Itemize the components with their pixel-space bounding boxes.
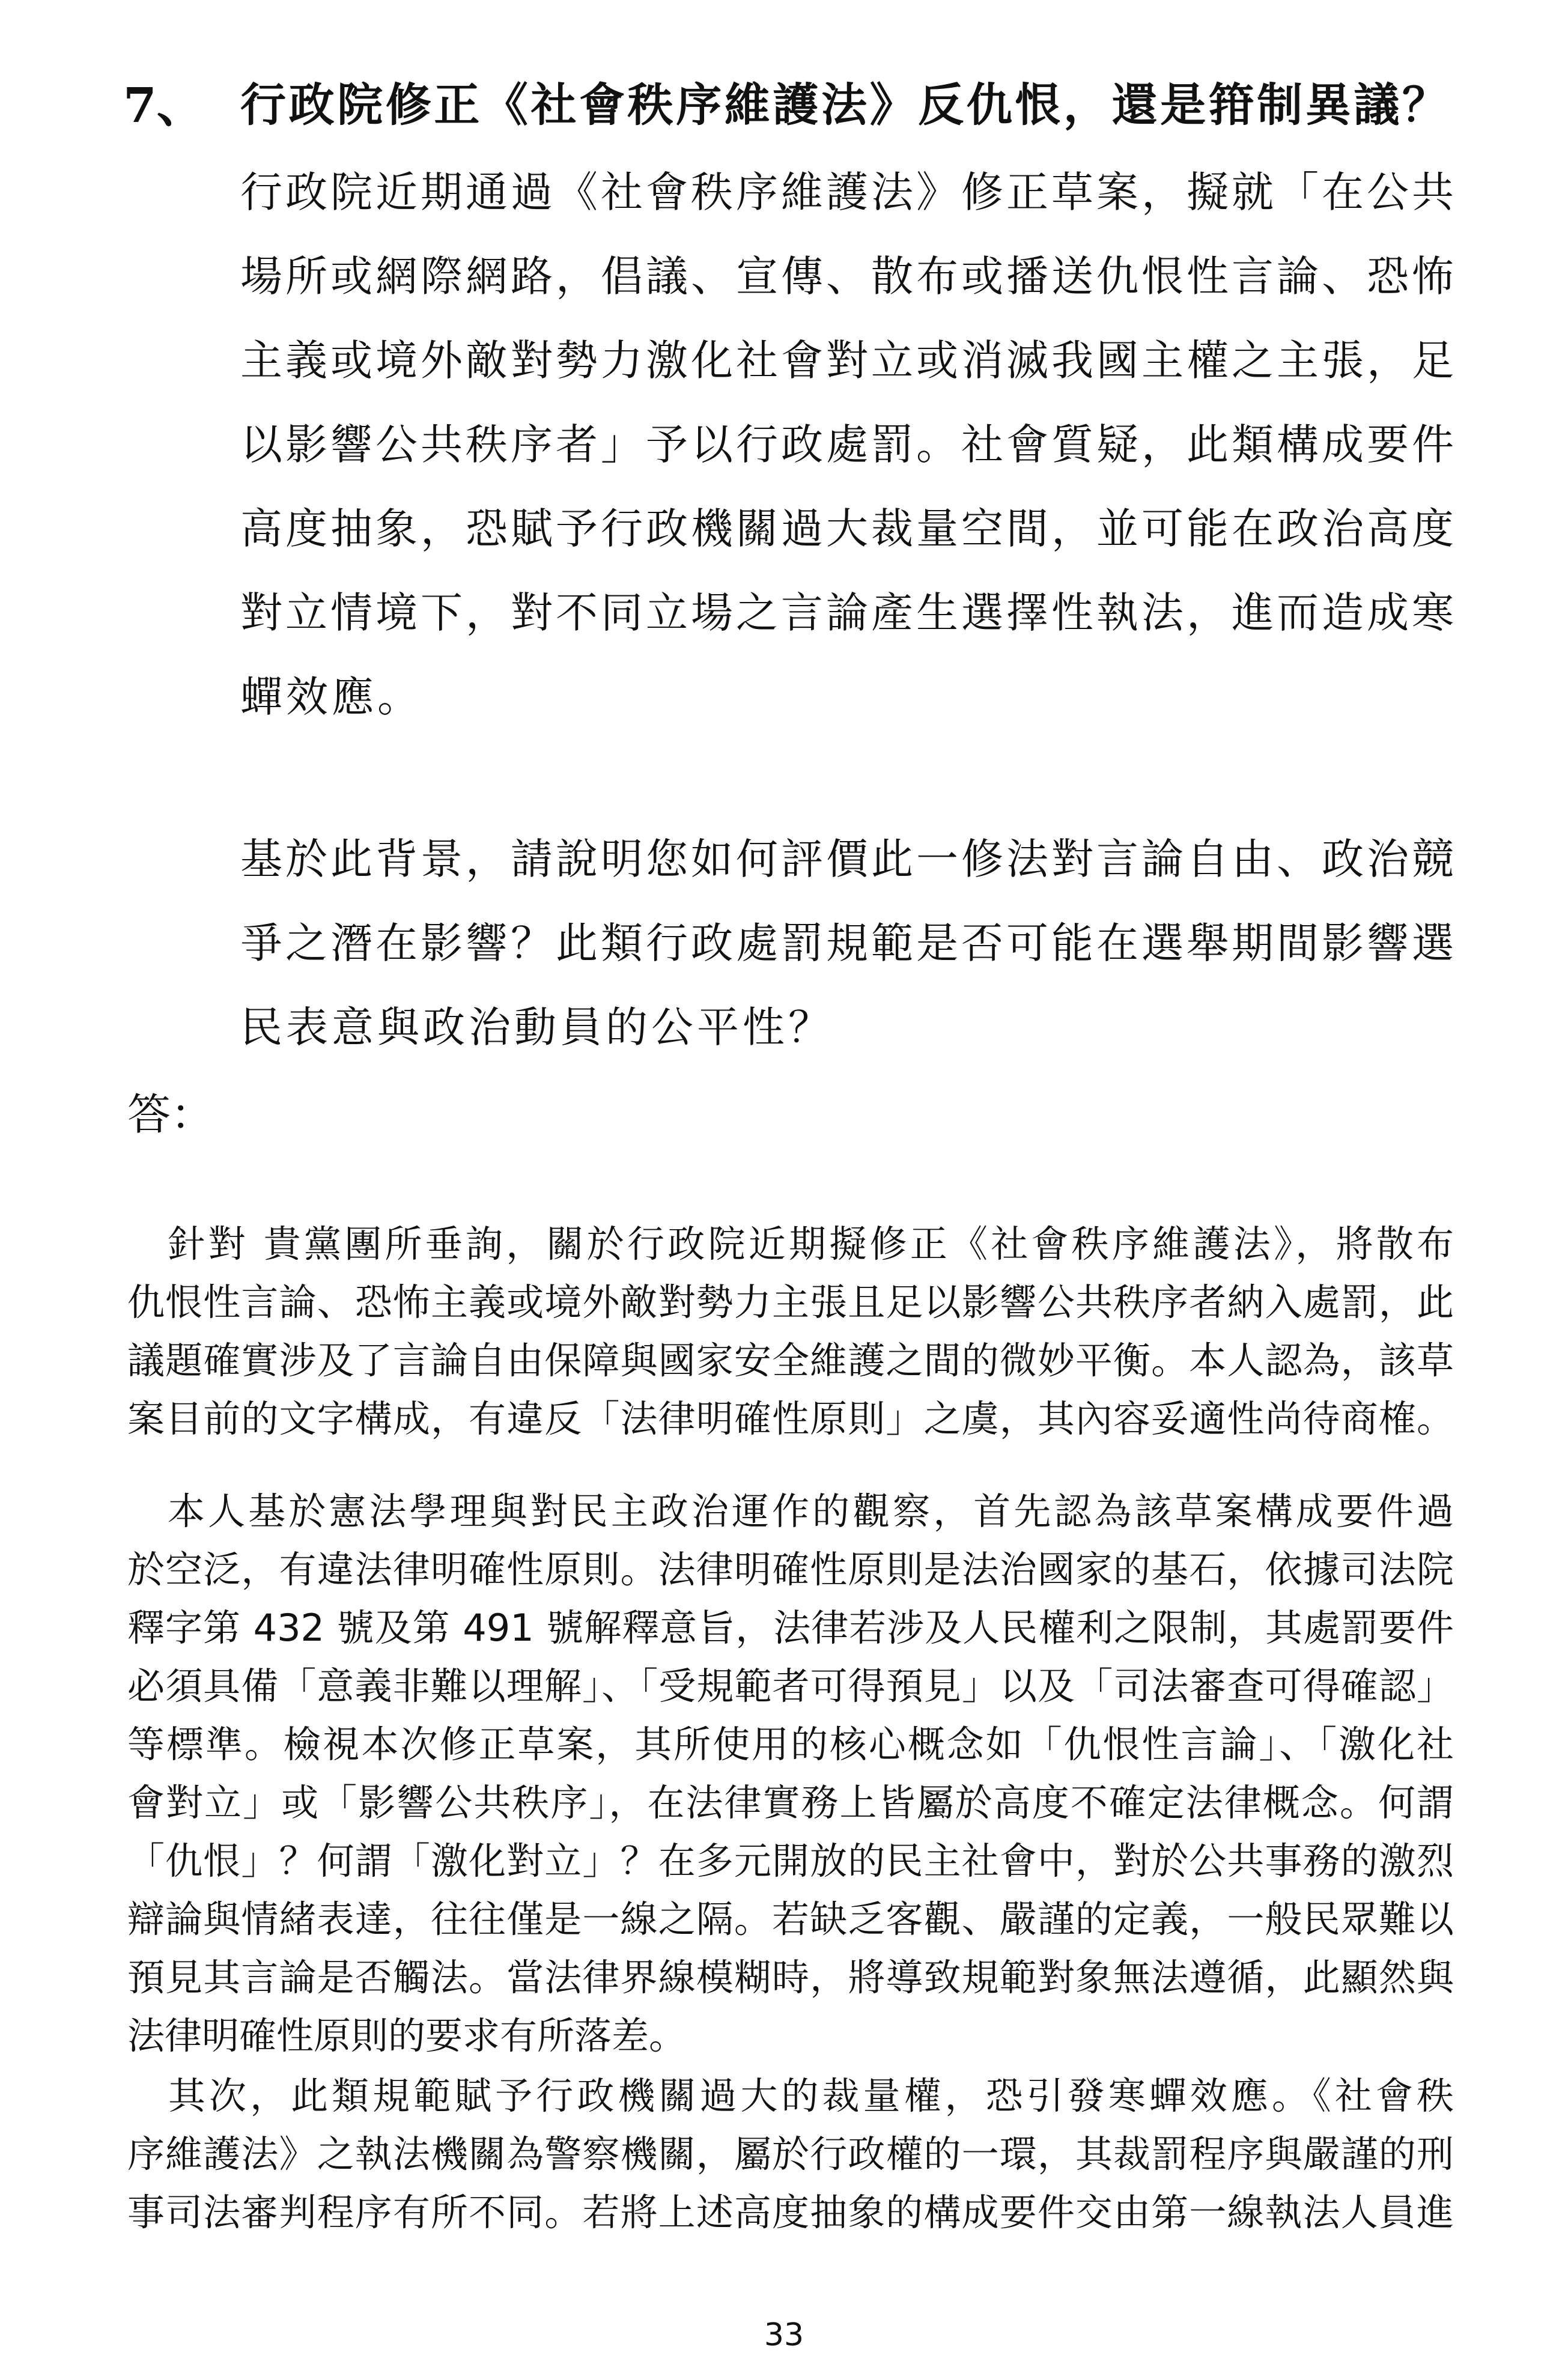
text-line: 必須具備「意義非難以理解」、「受規範者可得預見」以及「司法審查可得確認」 [127, 1664, 1454, 1708]
text-line: 針對 貴黨團所垂詢，關於行政院近期擬修正《社會秩序維護法》，將散布 [127, 1222, 1454, 1266]
text-line: 場所或網際網路，倡議、宣傳、散布或播送仇恨性言論、恐怖 [240, 252, 1454, 301]
text-line: 民表意與政治動員的公平性？ [240, 1003, 834, 1052]
answer-label: 答： [127, 1089, 214, 1140]
text-line: 仇恨性言論、恐怖主義或境外敵對勢力主張且足以影響公共秩序者納入處罰，此 [127, 1280, 1454, 1324]
text-line: 等標準。檢視本次修正草案，其所使用的核心概念如「仇恨性言論」、「激化社 [127, 1722, 1454, 1766]
text-line: 議題確實涉及了言論自由保障與國家安全維護之間的微妙平衡。本人認為，該草 [127, 1339, 1454, 1382]
text-line: 法律明確性原則的要求有所落差。 [127, 2014, 687, 2058]
text-line: 本人基於憲法學理與對民主政治運作的觀察，首先認為該草案構成要件過 [127, 1489, 1454, 1533]
text-line: 會對立」或「影響公共秩序」，在法律實務上皆屬於高度不確定法律概念。何謂 [127, 1781, 1454, 1825]
question-title: 行政院修正《社會秩序維護法》反仇恨，還是箝制異議？ [240, 78, 1448, 132]
text-line: 基於此背景，請說明您如何評價此一修法對言論自由、政治競 [240, 834, 1454, 884]
text-line: 對立情境下，對不同立場之言論產生選擇性執法，進而造成寒 [240, 588, 1454, 637]
text-line: 預見其言論是否觸法。當法律界線模糊時，將導致規範對象無法遵循，此顯然與 [127, 1955, 1454, 1999]
text-line: 辯論與情緒表達，往往僅是一線之隔。若缺乏客觀、嚴謹的定義，一般民眾難以 [127, 1897, 1454, 1941]
question-background [240, 150, 1454, 739]
text-line: 事司法審判程序有所不同。若將上述高度抽象的構成要件交由第一線執法人員進 [127, 2190, 1454, 2234]
answer-paragraph-3 [127, 2067, 1454, 2241]
text-line: 爭之潛在影響？此類行政處罰規範是否可能在選舉期間影響選 [240, 919, 1454, 968]
answer-paragraph-2 [127, 1482, 1454, 2065]
question-number: 7、 [123, 77, 205, 133]
text-line: 釋字第 432 號及第 491 號解釋意旨，法律若涉及人民權利之限制，其處罰要件 [127, 1606, 1454, 1650]
text-line: 高度抽象，恐賦予行政機關過大裁量空間，並可能在政治高度 [240, 504, 1454, 553]
text-line: 主義或境外敵對勢力激化社會對立或消滅我國主權之主張，足 [240, 336, 1454, 385]
text-line: 其次，此類規範賦予行政機關過大的裁量權，恐引發寒蟬效應。《社會秩 [127, 2074, 1454, 2118]
text-line: 蟬效應。 [240, 672, 423, 722]
text-line: 行政院近期通過《社會秩序維護法》修正草案，擬就「在公共 [240, 168, 1454, 217]
question-prompt [240, 817, 1454, 1069]
text-line: 「仇恨」？何謂「激化對立」？在多元開放的民主社會中，對於公共事務的激烈 [127, 1839, 1454, 1883]
text-line: 於空泛，有違法律明確性原則。法律明確性原則是法治國家的基石，依據司法院 [127, 1548, 1454, 1591]
answer-paragraph-1 [127, 1215, 1454, 1448]
text-line: 序維護法》之執法機關為警察機關，屬於行政權的一環，其裁罰程序與嚴謹的刑 [127, 2132, 1454, 2176]
page-number: 33 [764, 2317, 804, 2353]
text-line: 案目前的文字構成，有違反「法律明確性原則」之虞，其內容妥適性尚待商榷。 [127, 1397, 1454, 1441]
text-line: 以影響公共秩序者」予以行政處罰。社會質疑，此類構成要件 [240, 420, 1454, 469]
